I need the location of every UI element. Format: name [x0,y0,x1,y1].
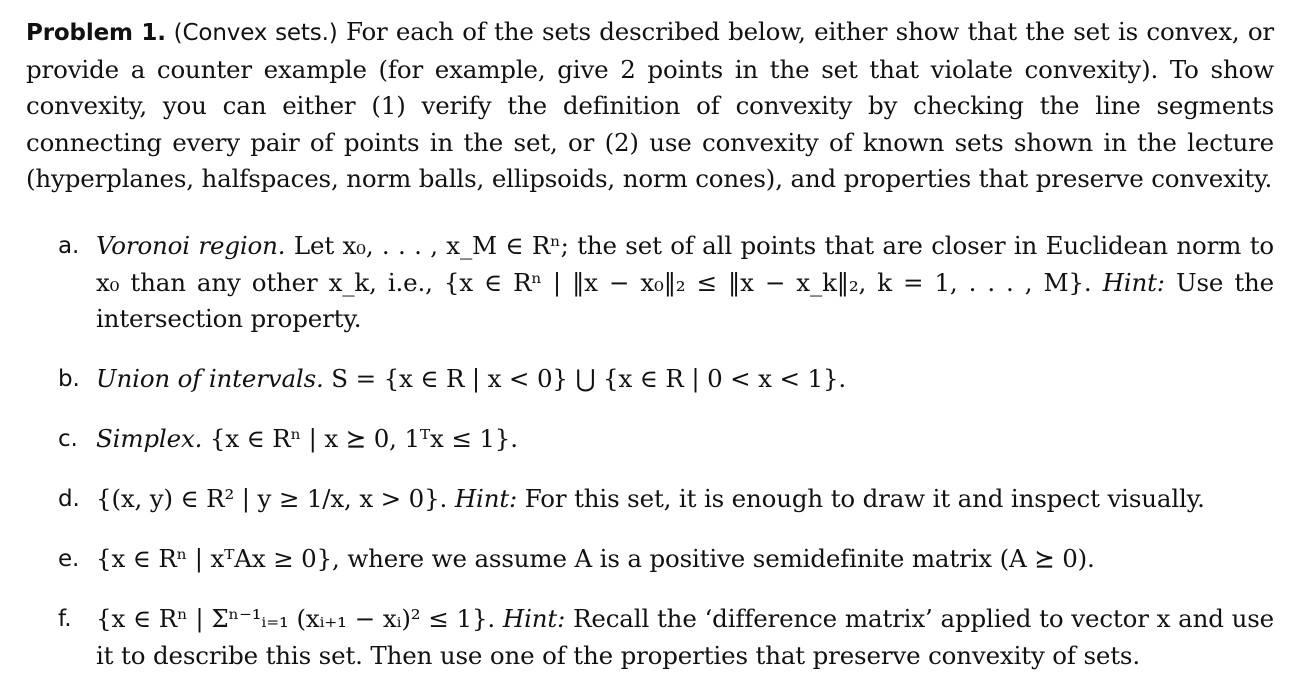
item-title: Simplex. [96,424,203,453]
item-title: Voronoi region. [96,231,286,260]
item-label: b. [58,366,80,392]
item-label: a. [58,233,80,259]
hint-label: Hint: [502,604,566,633]
item-d [58,481,1274,518]
item-label: e. [58,546,80,572]
hint-text: For this set, it is enough to draw it and inspect visually. [524,484,1205,513]
problem-intro [26,14,1274,198]
item-b [58,361,1274,398]
item-a [58,228,1274,338]
hint-label: Hint: [454,484,518,513]
item-title: Union of intervals. [96,364,324,393]
item-label: d. [58,486,80,512]
problem-topic: (Convex sets.) [173,20,338,46]
problem-heading [26,20,338,46]
item-body [96,481,1274,518]
item-body [96,361,1274,398]
item-e [58,541,1274,578]
item-body [96,601,1274,674]
item-c [58,421,1274,458]
hint-text: Recall the ‘difference matrix’ applied to vector x and use it to describe this set. Then use one of the properties that preserve convexity of sets. [96,604,1275,670]
item-body [96,421,1274,458]
item-text: {x ∈ Rⁿ | Σⁿ⁻¹ᵢ₌₁ (xᵢ₊₁ − xᵢ)² ≤ 1}. [96,604,496,633]
item-body [96,228,1274,338]
hint-text: Use the intersection property. [96,267,1275,333]
item-text: {(x, y) ∈ R² | y ≥ 1/x, x > 0}. [96,484,448,513]
item-body [96,541,1274,578]
item-label: c. [58,426,78,452]
item-label: f. [58,606,72,632]
item-text: Let x₀, . . . , x_M ∈ Rⁿ; the set of all points that are closer in Euclidean norm to x₀ than any other x_k, i.e., {x ∈ Rⁿ | ‖x − x₀‖₂ ≤ ‖x − x_k‖₂, k = 1, . . . , M}. [96,231,1274,297]
item-text: {x ∈ Rⁿ | x ⪰ 0, 1ᵀx ≤ 1}. [209,424,518,453]
item-text: S = {x ∈ R | x < 0} ⋃ {x ∈ R | 0 < x < 1}. [331,364,847,393]
problem-intro-text: For each of the sets described below, either show that the set is convex, or provide a counter example (for example, give 2 points in the set that violate convexity). To show convexity, you can either (1) verify the definition of convexity by checking the line segments connecting every pair of points in the set, or (2) use convexity of known sets shown in the lecture (hyperplanes, halfspaces, norm balls, ellipsoids, norm cones), and properties that preserve convexity. [26,17,1274,193]
problem-label: Problem 1. [26,20,166,46]
item-f [58,601,1274,674]
hint-label: Hint: [1102,267,1165,297]
item-text: {x ∈ Rⁿ | xᵀAx ≥ 0}, where we assume A is a positive semidefinite matrix (A ⪰ 0). [96,544,1095,573]
